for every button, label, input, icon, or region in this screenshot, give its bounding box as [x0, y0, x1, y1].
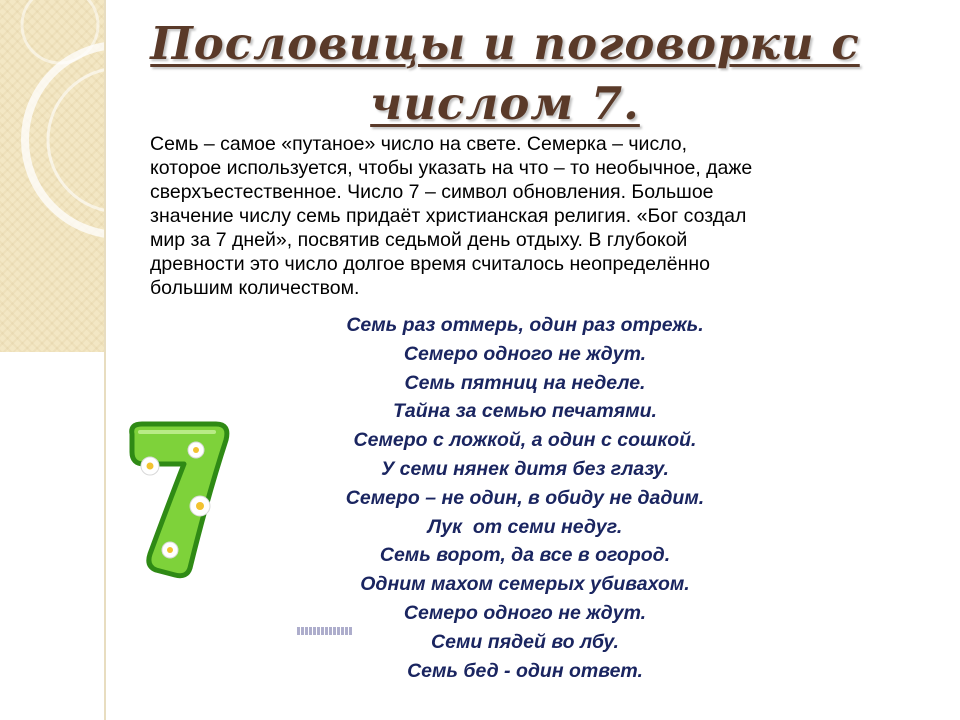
circle-pattern-icon	[0, 0, 104, 352]
daisy-icon	[141, 457, 159, 475]
saying-item: Семь бед - один ответ.	[407, 659, 643, 682]
saying-item: Лук от семи недуг.	[427, 515, 623, 538]
saying-item: Семь ворот, да все в огород.	[379, 544, 671, 567]
saying-item: Семь раз отмерь, один раз отрежь.	[346, 314, 704, 336]
watermark-logo	[297, 627, 353, 635]
sidebar-divider	[104, 0, 106, 720]
daisy-icon	[188, 442, 204, 458]
slide-title: Пословицы и поговорки с числом 7.	[150, 17, 860, 130]
saying-item: Семеро одного не ждут.	[403, 342, 647, 365]
green-seven-icon	[120, 420, 235, 580]
saying-item: Семи пядей во лбу.	[431, 630, 619, 653]
saying-item: Одним махом семерых убивахом.	[360, 573, 690, 596]
saying-item: У семи нянек дитя без глазу.	[381, 457, 669, 480]
saying-item: Семеро одного не ждут.	[403, 601, 647, 624]
saying-item: Тайна за семью печатями.	[393, 400, 657, 423]
saying-item: Семь пятниц на неделе.	[404, 371, 646, 394]
saying-item: Семеро – не один, в обиду не дадим.	[345, 486, 705, 509]
daisy-icon	[190, 496, 210, 516]
decorative-sidebar	[0, 0, 104, 352]
daisy-icon	[162, 542, 178, 558]
intro-paragraph: Семь – самое «путаное» число на свете. Семерка – число, которое используется, чтобы указать на что – то необычное, даже сверхъестественное. Число 7 – символ обновления. Большое значение числу семь придаёт христианская религия. «Бог создал мир за 7 дней», посвятив седьмой день отдыху. В глубокой древности это число долгое время считалось неопределённо большим количеством.	[150, 133, 753, 299]
saying-item: Семеро с ложкой, а один с сошкой.	[353, 429, 697, 452]
